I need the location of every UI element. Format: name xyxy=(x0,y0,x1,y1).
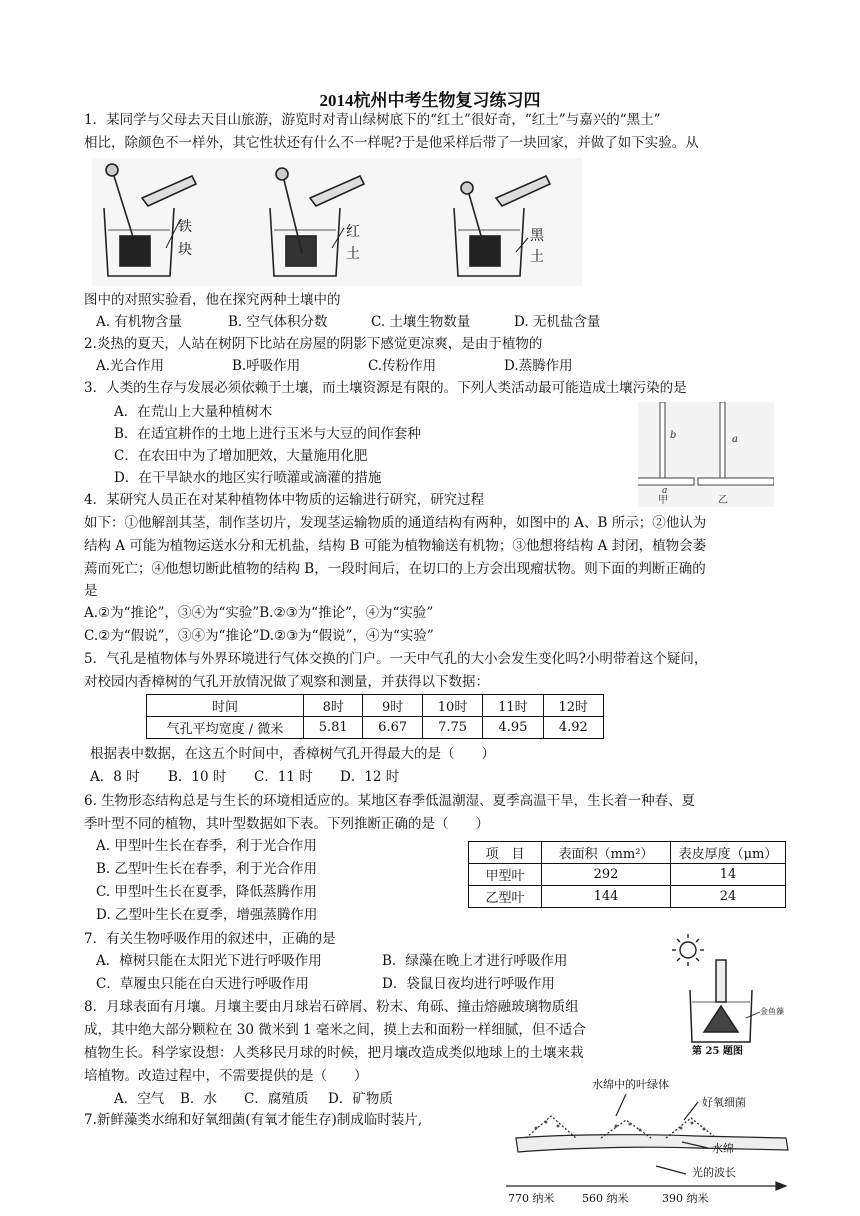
q2-option-b[interactable]: B.呼吸作用 xyxy=(232,358,301,374)
q8-options xyxy=(114,1089,393,1109)
q8-text-line1: 8．月球表面有月壤。月壤主要由月球岩石碎屑、粉末、角砾、撞击熔融玻璃物质组 xyxy=(84,999,579,1015)
stem-figures xyxy=(638,402,774,507)
q5-option-b[interactable]: B．10 时 xyxy=(168,769,227,785)
table-cell: 4.95 xyxy=(483,717,543,739)
q8-option-c[interactable]: C．腐殖质 xyxy=(244,1091,309,1107)
q5-option-a[interactable]: A．8 时 xyxy=(90,769,140,785)
q3-option-d[interactable]: D．在干旱缺水的地区实行喷灌或滴灌的措施 xyxy=(114,470,382,486)
leaf-type-table xyxy=(468,841,786,908)
q6-option-d[interactable]: D. 乙型叶生长在夏季，增强蒸腾作用 xyxy=(96,907,318,923)
fig-label-chloroplast: 水绵中的叶绿体 xyxy=(592,1078,669,1091)
q6-text-line1: 6. 生物形态结构总是与生长的环境相适应的。某地区春季低温潮湿、夏季高温干旱，生长着一种春、夏 xyxy=(84,793,696,809)
figure-caption: 第 25 题图 xyxy=(692,1046,743,1057)
q9-text: 7.新鲜藻类水绵和好氧细菌(有氧才能生存)制成临时装片, xyxy=(84,1112,423,1128)
q4-text-line3: 结构 A 可能为植物运送水分和无机盐，结构 B 可能为植物输送有机物；③他想将结构 A 封闭，植物会萎 xyxy=(84,538,707,554)
q1-text-line2: 相比，除颜色不一样外，其它性状还有什么不一样呢?于是他采样后带了一块回家，并做了如下实验。从 xyxy=(84,135,699,151)
fig-label-wavelength: 光的波长 xyxy=(692,1166,736,1179)
fig-label-560: 560 纳米 xyxy=(582,1192,629,1205)
table-header-cell: 9时 xyxy=(363,695,422,717)
q2-option-c[interactable]: C.传粉作用 xyxy=(368,358,437,374)
beaker-hornwort xyxy=(690,960,760,1042)
q5-option-d[interactable]: D．12 时 xyxy=(340,769,400,785)
q5-text-line3: 根据表中数据，在这五个时间中，香樟树气孔开得最大的是（ ） xyxy=(90,746,495,762)
hornwort-label: 金鱼藻 xyxy=(760,1007,784,1016)
q4-text-line4: 蔫而死亡；④他想切断此植物的结构 B，一段时间后，在切口的上方会出现瘤状物。则下面的判断正确的 xyxy=(84,561,706,577)
q5-text-line2: 对校园内香樟树的气孔开放情况做了观察和测量，并获得以下数据： xyxy=(84,674,489,690)
q7-option-a[interactable]: A．樟树只能在太阳光下进行呼吸作用 xyxy=(96,953,322,969)
q1-text-line3: 图中的对照实验看，他在探究两种土壤中的 xyxy=(84,292,341,308)
table-row xyxy=(469,842,786,864)
q6-option-b[interactable]: B. 乙型叶生长在春季，利于光合作用 xyxy=(96,861,318,877)
q6-option-a[interactable]: A. 甲型叶生长在春季，利于光合作用 xyxy=(96,838,317,854)
q7-option-d[interactable]: D．袋鼠日夜均进行呼吸作用 xyxy=(382,976,555,992)
soil-experiment-figure xyxy=(92,158,582,286)
table-cell: 乙型叶 xyxy=(469,886,542,908)
fig-label-770: 770 纳米 xyxy=(508,1192,555,1205)
table-cell: 292 xyxy=(542,864,671,886)
table-header-cell: 表面积（mm²） xyxy=(542,842,671,864)
table-cell: 气孔平均宽度 / 微米 xyxy=(147,717,304,739)
q8-option-d[interactable]: D．矿物质 xyxy=(328,1091,393,1107)
q7-option-c[interactable]: C．草履虫只能在白天进行呼吸作用 xyxy=(96,976,309,992)
q4-options-ab[interactable]: A.②为“推论”，③④为“实验”B.②③为“推论”，④为“实验” xyxy=(84,605,434,621)
page-title: 2014杭州中考生物复习练习四 xyxy=(319,91,541,110)
q1-option-a[interactable]: A. 有机物含量 xyxy=(96,314,182,330)
table-row xyxy=(147,695,604,717)
table-cell: 5.81 xyxy=(304,717,363,739)
q2-options xyxy=(96,356,573,376)
q8-text-line4: 培植物。改造过程中，不需要提供的是（ ） xyxy=(84,1068,368,1084)
q4-options-cd[interactable]: C.②为“假说”，③④为“推论”D.②③为“假说”，④为“实验” xyxy=(84,628,434,644)
q3-option-c[interactable]: C．在农田中为了增加肥效，大量施用化肥 xyxy=(114,448,368,464)
q1-option-c[interactable]: C. 土壤生物数量 xyxy=(371,314,471,330)
stem-label-yi: 乙 xyxy=(718,495,728,506)
spirogyra-figure xyxy=(506,1076,796,1206)
table-cell: 144 xyxy=(542,886,671,908)
stem-label-a-jia: a xyxy=(662,486,668,496)
q1-option-d[interactable]: D. 无机盐含量 xyxy=(514,314,601,330)
q8-text-line3: 植物生长。科学家设想：人类移民月球的时候，把月壤改造成类似地球上的土壤来栽 xyxy=(84,1045,584,1061)
table-cell: 14 xyxy=(671,864,786,886)
hornwort-figure xyxy=(656,930,788,1058)
table-header-cell: 10时 xyxy=(422,695,482,717)
fig-label-black-1: 黑 xyxy=(530,228,544,244)
q8-text-line2: 成，其中绝大部分颗粒在 30 微米到 1 毫米之间，摸上去和面粉一样细腻，但不适合 xyxy=(84,1022,586,1038)
q5-options xyxy=(90,767,399,787)
q1-text-line1: 1．某同学与父母去天目山旅游，游览时对青山绿树底下的“红土”很好奇，“红土”与嘉兴的“黑土” xyxy=(84,112,661,128)
table-header-cell: 时间 xyxy=(147,695,304,717)
fig-label-black-2: 土 xyxy=(530,249,544,265)
q1-option-b[interactable]: B. 空气体积分数 xyxy=(228,314,328,330)
table-header-cell: 表皮厚度（μm） xyxy=(671,842,786,864)
q8-option-a[interactable]: A．空气 xyxy=(114,1091,165,1107)
stomata-table xyxy=(146,694,604,739)
table-cell: 甲型叶 xyxy=(469,864,542,886)
table-row xyxy=(147,717,604,739)
table-cell: 4.92 xyxy=(543,717,603,739)
table-header-cell: 11时 xyxy=(483,695,543,717)
q6-option-c[interactable]: C. 甲型叶生长在夏季，降低蒸腾作用 xyxy=(96,884,317,900)
table-header-cell: 12时 xyxy=(543,695,603,717)
table-row xyxy=(469,886,786,908)
q5-option-c[interactable]: C．11 时 xyxy=(254,769,313,785)
fig-label-iron-1: 铁 xyxy=(178,219,192,235)
q8-option-b[interactable]: B．水 xyxy=(180,1091,217,1107)
fig-label-red-2: 土 xyxy=(346,246,360,262)
q3-text: 3．人类的生存与发展必须依赖于土壤，而土壤资源是有限的。下列人类活动最可能造成土壤污染的是 xyxy=(84,380,687,396)
fig-label-spirogyra: 水绵 xyxy=(712,1142,734,1155)
q4-text-line1: 4．某研究人员正在对某种植物体中物质的运输进行研究，研究过程 xyxy=(84,492,485,508)
q2-text: 2.炎热的夏天，人站在树阴下比站在房屋的阴影下感觉更凉爽，是由于植物的 xyxy=(84,336,543,352)
table-header-cell: 8时 xyxy=(304,695,363,717)
stem-label-a-yi: a xyxy=(732,434,738,445)
fig-label-bacteria: 好氧细菌 xyxy=(702,1096,746,1109)
q1-options xyxy=(96,312,600,332)
sun-icon xyxy=(672,934,704,966)
q2-option-a[interactable]: A.光合作用 xyxy=(96,358,165,374)
q6-text-line2: 季叶型不同的植物，其叶型数据如下表。下列推断正确的是（ ） xyxy=(84,816,489,832)
q2-option-d[interactable]: D.蒸腾作用 xyxy=(504,358,573,374)
q5-text-line1: 5．气孔是植物体与外界环境进行气体交换的门户。一天中气孔的大小会发生变化吗?小明带着这个疑问， xyxy=(84,651,708,667)
q4-text-line5: 是 xyxy=(84,583,98,599)
q7-option-b[interactable]: B．绿藻在晚上才进行呼吸作用 xyxy=(382,953,568,969)
q3-option-a[interactable]: A．在荒山上大量种植树木 xyxy=(114,404,273,420)
table-header-cell: 项 目 xyxy=(469,842,542,864)
stem-label-b: b xyxy=(670,430,677,441)
table-row xyxy=(469,864,786,886)
fig-label-iron-2: 块 xyxy=(178,242,192,258)
q3-option-b[interactable]: B．在适宜耕作的土地上进行玉米与大豆的间作套种 xyxy=(114,426,421,442)
table-cell: 24 xyxy=(671,886,786,908)
fig-label-390: 390 纳米 xyxy=(662,1192,709,1205)
q4-text-line2: 如下：①他解剖其茎，制作茎切片，发现茎运输物质的通道结构有两种，如图中的 A、B 所示；②他认为 xyxy=(84,515,707,531)
table-cell: 7.75 xyxy=(422,717,482,739)
q7-text: 7．有关生物呼吸作用的叙述中，正确的是 xyxy=(84,931,336,947)
stem-label-jia: 甲 xyxy=(658,495,668,506)
fig-label-red-1: 红 xyxy=(346,224,360,240)
table-cell: 6.67 xyxy=(363,717,422,739)
